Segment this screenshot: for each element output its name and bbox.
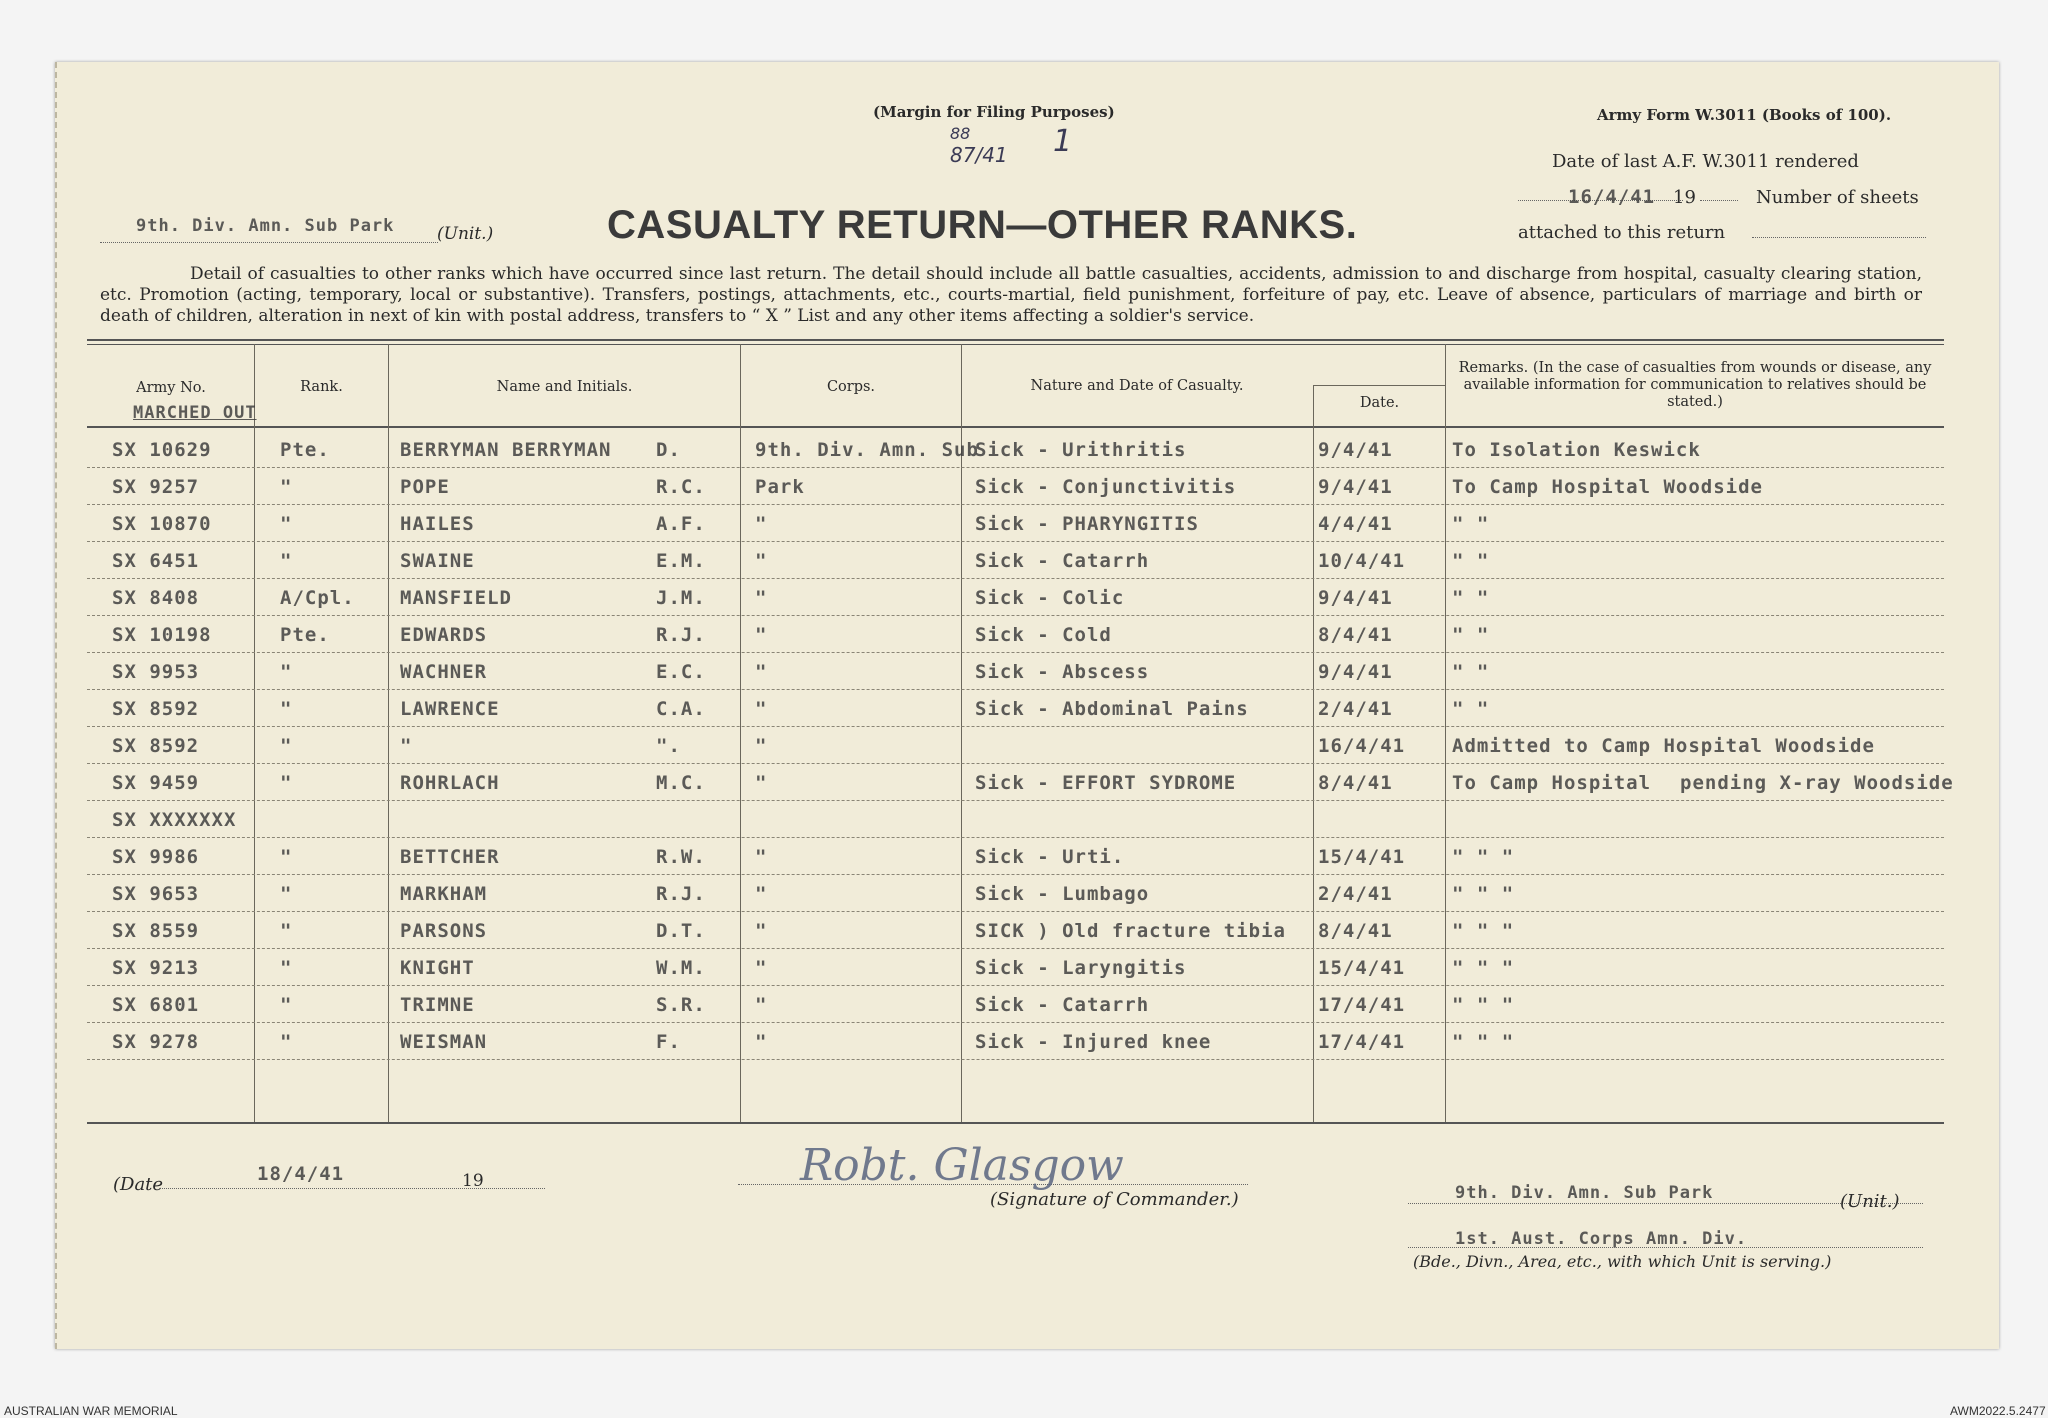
- cell-date: 16/4/41: [1318, 735, 1406, 757]
- cell-surname: POPE: [400, 476, 450, 498]
- cell-surname: WEISMAN: [400, 1031, 488, 1053]
- margin-note: (Margin for Filing Purposes): [873, 103, 1115, 121]
- cell-rank: ": [280, 513, 293, 535]
- cell-army-no: SX 9213: [112, 957, 200, 979]
- cell-rank: Pte.: [280, 439, 330, 461]
- cell-rank: ": [280, 772, 293, 794]
- cell-corps: ": [755, 1031, 768, 1053]
- cell-surname: BERRYMAN BERRYMAN: [400, 439, 612, 461]
- cell-nature: Sick - Urithritis: [975, 439, 1187, 461]
- row-divider: [87, 652, 1944, 653]
- cell-initials: E.C.: [656, 661, 706, 683]
- row-divider: [87, 689, 1944, 690]
- cell-surname: BETTCHER: [400, 846, 500, 868]
- cell-rank: ": [280, 735, 293, 757]
- cell-date: 17/4/41: [1318, 1031, 1406, 1053]
- row-divider: [87, 1022, 1944, 1023]
- cell-nature: Sick - Abdominal Pains: [975, 698, 1249, 720]
- cell-remarks: " " ": [1452, 1031, 1515, 1053]
- row-divider: [87, 763, 1944, 764]
- cell-rank: Pte.: [280, 624, 330, 646]
- credit-right: AWM2022.5.2477: [1950, 1404, 2046, 1418]
- row-divider: [87, 985, 1944, 986]
- cell-remarks: To Isolation Keswick: [1452, 439, 1701, 461]
- footer-unit-value: 9th. Div. Amn. Sub Park: [1455, 1183, 1714, 1203]
- cell-corps: ": [755, 698, 768, 720]
- unit-label: (Unit.): [437, 224, 494, 244]
- sheets-label: Number of sheets: [1756, 187, 1919, 208]
- unit-value: 9th. Div. Amn. Sub Park: [136, 216, 395, 236]
- cell-corps: ": [755, 550, 768, 572]
- cell-surname: LAWRENCE: [400, 698, 500, 720]
- cell-remarks: " ": [1452, 624, 1490, 646]
- cell-army-no: SX 9953: [112, 661, 200, 683]
- cell-nature: Sick - Urti.: [975, 846, 1125, 868]
- cell-surname: SWAINE: [400, 550, 475, 572]
- cell-army-no: SX 8408: [112, 587, 200, 609]
- cell-remarks: " ": [1452, 550, 1490, 572]
- instructions-paragraph: Detail of casualties to other ranks which have occurred since last return. The detail should include all battle casualties, accidents, admission to and discharge from hospital, casualty clearing station, etc. Promotion (acting, temporary, local or substantive). Transfers, postings, attachments, etc., courts-martial, field punishment, forfeiture of pay, etc. Leave of absence, particulars of marriage and birth or death of children, alteration in next of kin with postal address, transfers to “ X ” List and any other items affecting a soldier's service.: [100, 264, 1922, 326]
- cell-initials: R.J.: [656, 624, 706, 646]
- cell-army-no: SX 10870: [112, 513, 212, 535]
- footer-date-value: 18/4/41: [257, 1163, 345, 1185]
- cell-date: 10/4/41: [1318, 550, 1406, 572]
- cell-initials: J.M.: [656, 587, 706, 609]
- cell-surname: MARKHAM: [400, 883, 488, 905]
- row-divider: [87, 1059, 1944, 1060]
- header-date: Date.: [1359, 395, 1400, 411]
- cell-army-no: SX 9653: [112, 883, 200, 905]
- cell-nature: SICK ) Old fracture tibia: [975, 920, 1286, 942]
- row-divider: [87, 541, 1944, 542]
- footer-formation-value: 1st. Aust. Corps Amn. Div.: [1455, 1229, 1748, 1249]
- cell-initials: D.T.: [656, 920, 706, 942]
- file-mark: 1: [1053, 124, 1073, 159]
- cell-corps: ": [755, 513, 768, 535]
- cell-corps: 9th. Div. Amn. Sub: [755, 439, 979, 461]
- cell-surname: HAILES: [400, 513, 475, 535]
- cell-date: 4/4/41: [1318, 513, 1393, 535]
- cell-corps: ": [755, 883, 768, 905]
- cell-remarks: " " ": [1452, 883, 1515, 905]
- header-corps: Corps.: [826, 379, 876, 395]
- cell-corps: ": [755, 994, 768, 1016]
- header-rank: Rank.: [300, 379, 343, 395]
- cell-date: 8/4/41: [1318, 920, 1393, 942]
- cell-nature: Sick - EFFORT SYDROME: [975, 772, 1237, 794]
- cell-date: 8/4/41: [1318, 772, 1393, 794]
- cell-corps: ": [755, 624, 768, 646]
- date-last-value: 16/4/41: [1568, 186, 1656, 208]
- cell-date: 9/4/41: [1318, 661, 1393, 683]
- row-divider: [87, 467, 1944, 468]
- cell-army-no: SX 8592: [112, 735, 200, 757]
- cell-army-no: SX 6801: [112, 994, 200, 1016]
- cell-rank: ": [280, 994, 293, 1016]
- cell-initials: E.M.: [656, 550, 706, 572]
- commander-signature: Robt. Glasgow: [800, 1140, 1124, 1191]
- cell-initials: S.R.: [656, 994, 706, 1016]
- footer-date-label: (Date: [113, 1174, 164, 1195]
- cell-nature: Sick - Catarrh: [975, 994, 1150, 1016]
- cell-remarks: " ": [1452, 587, 1490, 609]
- cell-initials: R.C.: [656, 476, 706, 498]
- footer-unit-label: (Unit.): [1840, 1191, 1900, 1212]
- cell-nature: Sick - Lumbago: [975, 883, 1150, 905]
- cell-surname: MANSFIELD: [400, 587, 512, 609]
- footer-formation-label: (Bde., Divn., Area, etc., with which Unit is serving.): [1413, 1252, 1832, 1271]
- row-divider: [87, 800, 1944, 801]
- cell-corps: ": [755, 920, 768, 942]
- cell-surname: ": [400, 735, 413, 757]
- page-title: CASUALTY RETURN—OTHER RANKS.: [607, 203, 1358, 247]
- cell-remarks: " " ": [1452, 957, 1515, 979]
- army-form-number: Army Form W.3011 (Books of 100).: [1597, 106, 1892, 124]
- cell-remarks: " " ": [1452, 920, 1515, 942]
- footer-year: 19: [462, 1171, 484, 1191]
- cell-rank: ": [280, 661, 293, 683]
- cell-army-no: SX XXXXXXX: [112, 809, 237, 831]
- row-divider: [87, 874, 1944, 875]
- cell-army-no: SX 9459: [112, 772, 200, 794]
- row-divider: [87, 911, 1944, 912]
- cell-rank: ": [280, 550, 293, 572]
- cell-nature: Sick - Injured knee: [975, 1031, 1212, 1053]
- cell-rank: ": [280, 883, 293, 905]
- cell-rank: ": [280, 846, 293, 868]
- cell-initials: A.F.: [656, 513, 706, 535]
- section-marched-out: MARCHED OUT: [133, 403, 257, 423]
- cell-corps: ": [755, 957, 768, 979]
- cell-army-no: SX 9986: [112, 846, 200, 868]
- cell-remarks: " " ": [1452, 846, 1515, 868]
- cell-remarks2: pending X-ray Woodside: [1680, 772, 1954, 794]
- cell-initials: M.C.: [656, 772, 706, 794]
- cell-rank: A/Cpl.: [280, 587, 355, 609]
- cell-remarks: To Camp Hospital Woodside: [1452, 476, 1763, 498]
- cell-corps: ": [755, 846, 768, 868]
- cell-remarks: Admitted to Camp Hospital Woodside: [1452, 735, 1875, 757]
- year-label: 19: [1673, 187, 1696, 208]
- cell-surname: PARSONS: [400, 920, 488, 942]
- cell-army-no: SX 8559: [112, 920, 200, 942]
- row-divider: [87, 837, 1944, 838]
- file-reference-top: 88: [950, 124, 971, 143]
- row-divider: [87, 578, 1944, 579]
- cell-army-no: SX 6451: [112, 550, 200, 572]
- cell-corps: ": [755, 772, 768, 794]
- cell-rank: ": [280, 1031, 293, 1053]
- cell-remarks: " ": [1452, 513, 1490, 535]
- header-remarks: Remarks. (In the case of casualties from wounds or disease, any available information for communication to relatives should be stated.): [1458, 360, 1932, 410]
- cell-surname: TRIMNE: [400, 994, 475, 1016]
- attached-label: attached to this return: [1518, 222, 1726, 243]
- header-name: Name and Initials.: [496, 379, 633, 395]
- cell-date: 2/4/41: [1318, 883, 1393, 905]
- file-reference: 87/41: [950, 143, 1008, 167]
- cell-corps: ": [755, 661, 768, 683]
- cell-date: 9/4/41: [1318, 439, 1393, 461]
- cell-date: 9/4/41: [1318, 587, 1393, 609]
- cell-remarks: " " ": [1452, 994, 1515, 1016]
- credit-left: AUSTRALIAN WAR MEMORIAL: [4, 1404, 178, 1418]
- cell-initials: ".: [656, 735, 681, 757]
- row-divider: [87, 504, 1944, 505]
- cell-rank: ": [280, 920, 293, 942]
- cell-date: 15/4/41: [1318, 846, 1406, 868]
- cell-nature: Sick - Conjunctivitis: [975, 476, 1237, 498]
- cell-initials: D.: [656, 439, 681, 461]
- cell-nature: Sick - Laryngitis: [975, 957, 1187, 979]
- cell-nature: Sick - Cold: [975, 624, 1112, 646]
- cell-remarks: " ": [1452, 698, 1490, 720]
- cell-initials: W.M.: [656, 957, 706, 979]
- cell-nature: Sick - Colic: [975, 587, 1125, 609]
- header-nature: Nature and Date of Casualty.: [1030, 378, 1244, 394]
- cell-army-no: SX 10198: [112, 624, 212, 646]
- cell-nature: Sick - Catarrh: [975, 550, 1150, 572]
- cell-nature: Sick - PHARYNGITIS: [975, 513, 1199, 535]
- cell-army-no: SX 9278: [112, 1031, 200, 1053]
- cell-army-no: SX 10629: [112, 439, 212, 461]
- cell-initials: C.A.: [656, 698, 706, 720]
- cell-date: 17/4/41: [1318, 994, 1406, 1016]
- cell-initials: R.J.: [656, 883, 706, 905]
- row-divider: [87, 948, 1944, 949]
- cell-nature: Sick - Abscess: [975, 661, 1150, 683]
- cell-surname: WACHNER: [400, 661, 488, 683]
- cell-initials: R.W.: [656, 846, 706, 868]
- cell-date: 2/4/41: [1318, 698, 1393, 720]
- cell-remarks: To Camp Hospital: [1452, 772, 1652, 794]
- header-army-no: Army No.: [136, 380, 206, 396]
- date-last-label: Date of last A.F. W.3011 rendered: [1552, 151, 1859, 172]
- cell-date: 9/4/41: [1318, 476, 1393, 498]
- cell-corps: ": [755, 587, 768, 609]
- cell-initials: F.: [656, 1031, 681, 1053]
- cell-army-no: SX 8592: [112, 698, 200, 720]
- cell-date: 8/4/41: [1318, 624, 1393, 646]
- cell-surname: EDWARDS: [400, 624, 488, 646]
- cell-rank: ": [280, 957, 293, 979]
- cell-rank: ": [280, 476, 293, 498]
- signature-label: (Signature of Commander.): [990, 1189, 1239, 1210]
- cell-corps: ": [755, 735, 768, 757]
- cell-surname: KNIGHT: [400, 957, 475, 979]
- row-divider: [87, 615, 1944, 616]
- cell-surname: ROHRLACH: [400, 772, 500, 794]
- cell-army-no: SX 9257: [112, 476, 200, 498]
- cell-rank: ": [280, 698, 293, 720]
- cell-remarks: " ": [1452, 661, 1490, 683]
- cell-corps: Park: [755, 476, 805, 498]
- row-divider: [87, 726, 1944, 727]
- cell-date: 15/4/41: [1318, 957, 1406, 979]
